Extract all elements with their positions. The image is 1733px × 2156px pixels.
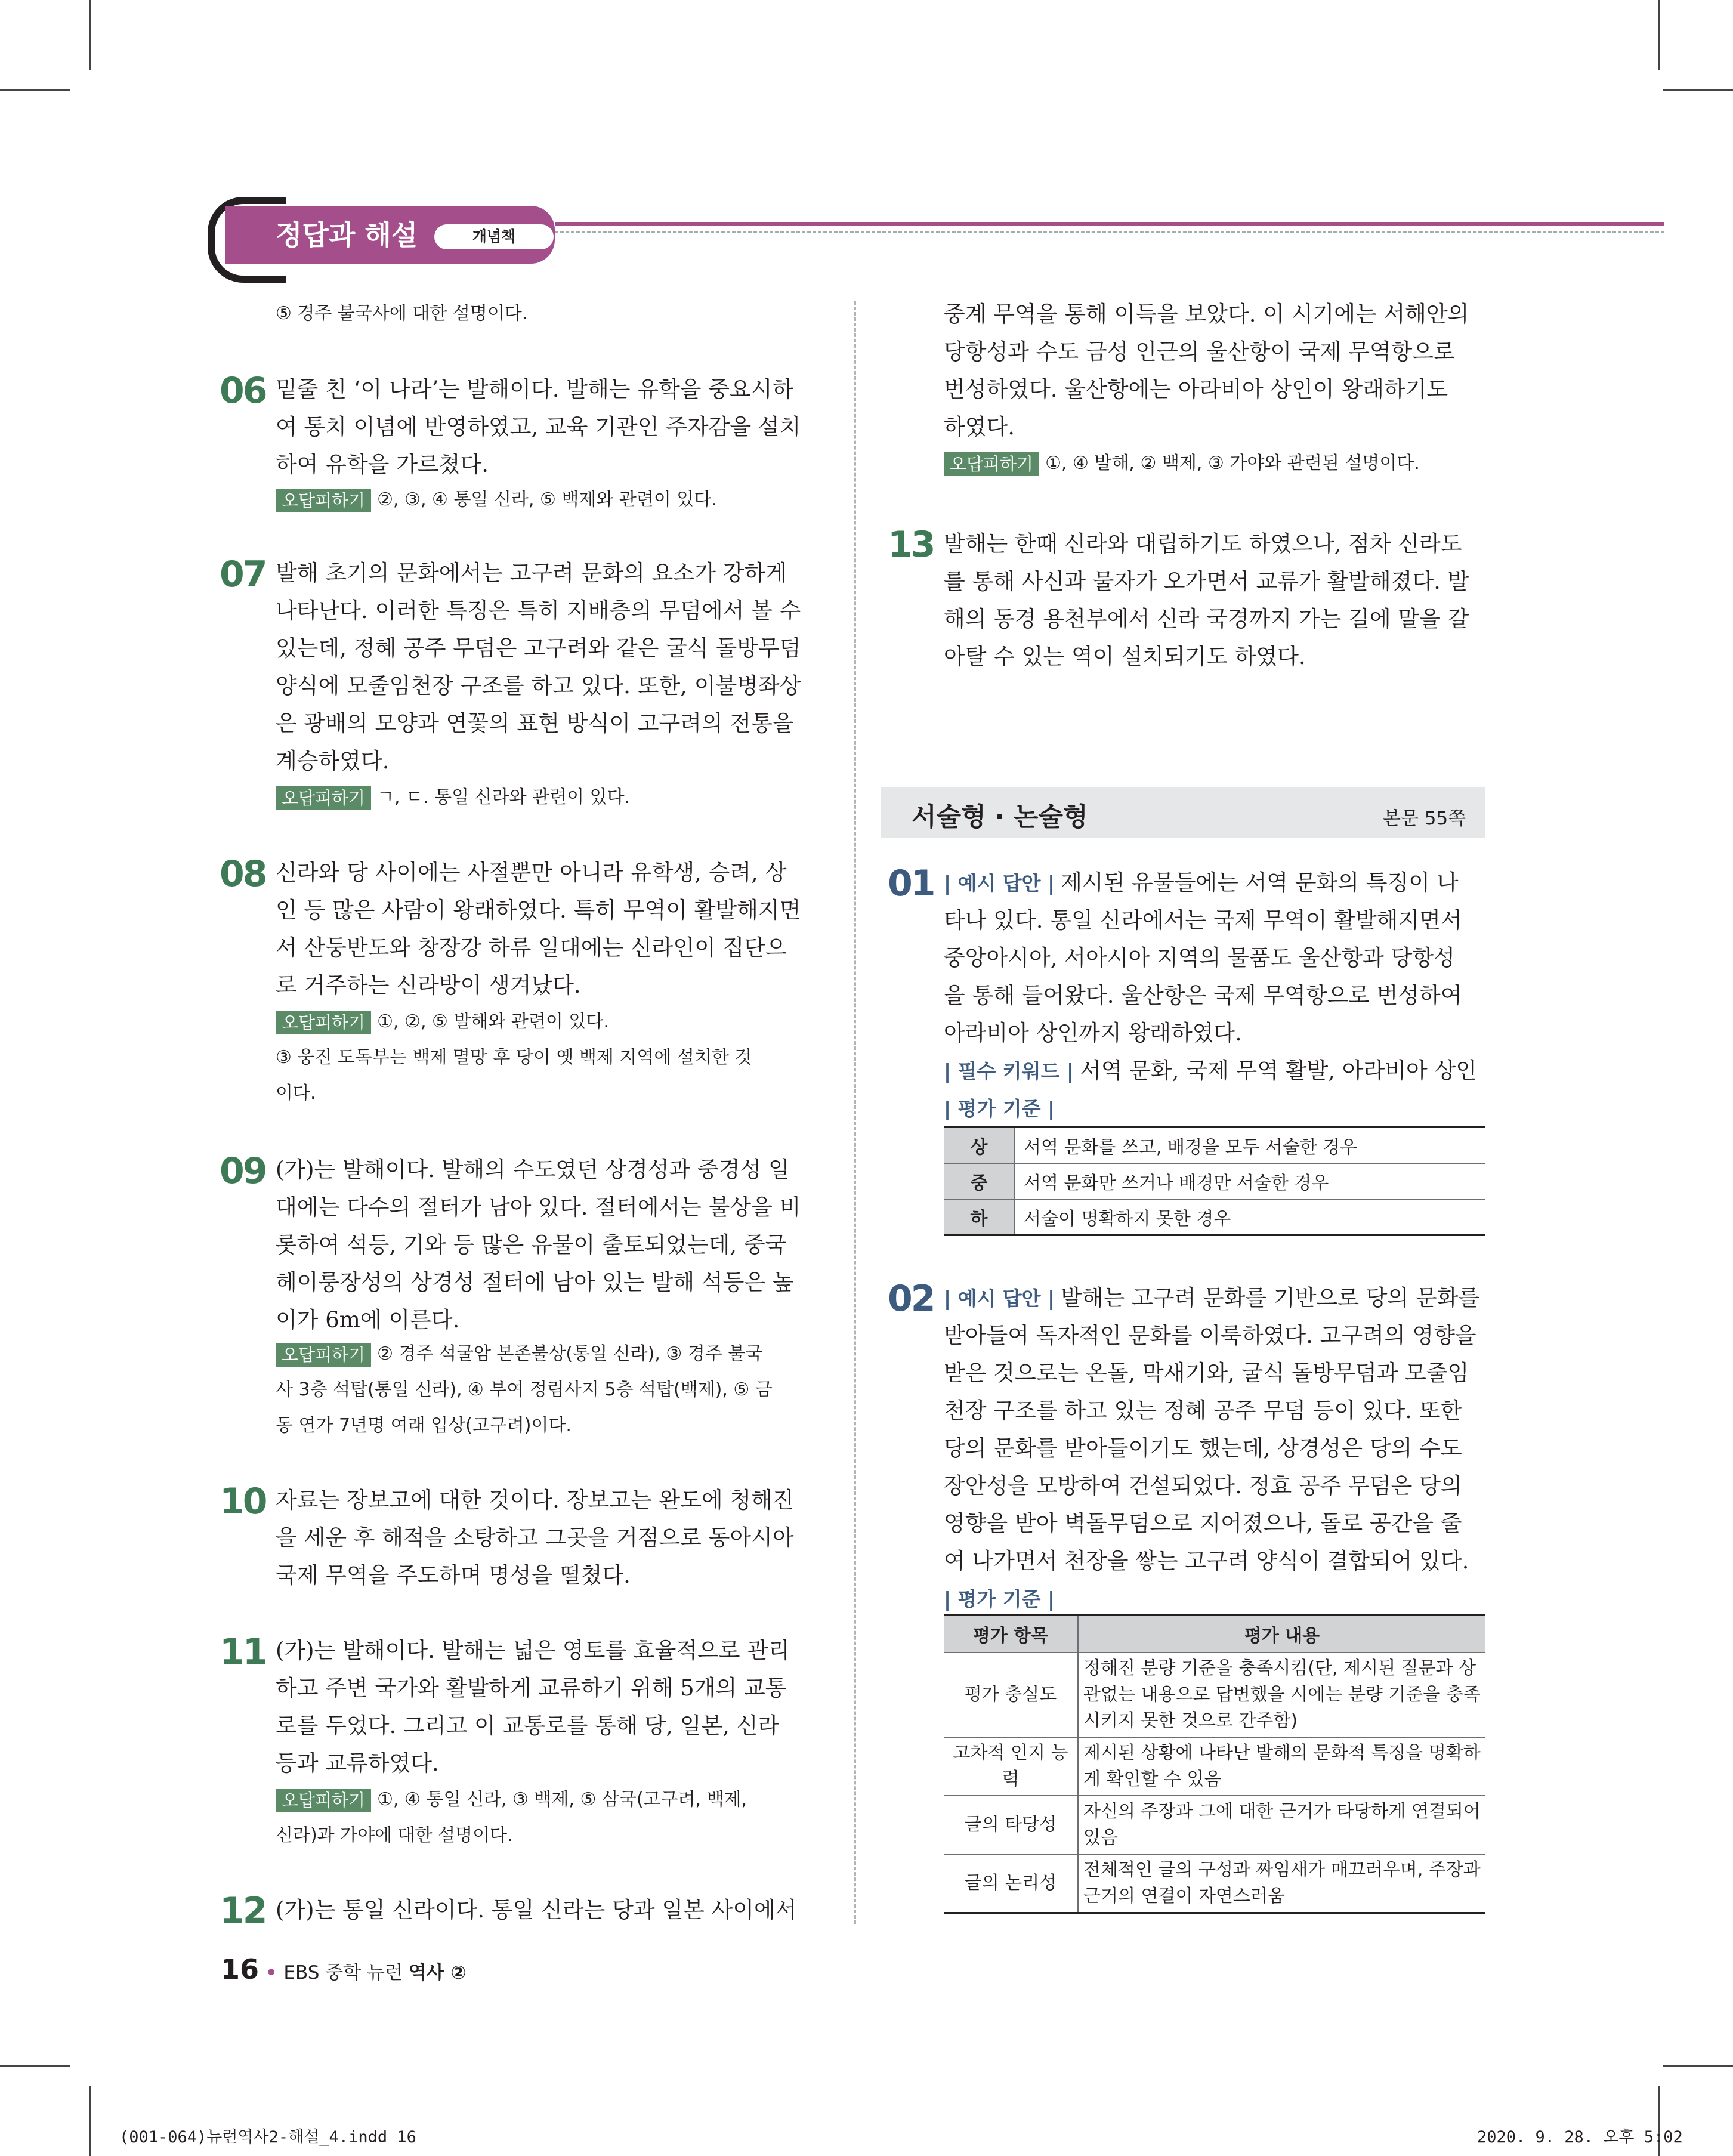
answer-text: 자료는 장보고에 대한 것이다. 장보고는 완도에 청해진 을 세운 후 해적을 소탕하고 그곳을 거점으로 동아시아 국제 무역을 주도하며 명성을 떨쳤다. <box>276 1487 794 1588</box>
evaluation-content: 자신의 주장과 그에 대한 근거가 타당하게 연결되어 있음 <box>1078 1796 1485 1854</box>
keywords: 서역 문화, 국제 무역 활발, 아라비아 상인 <box>1079 1058 1477 1083</box>
answer-text: 밑줄 친 ‘이 나라’는 발해이다. 발해는 유학을 중요시하 여 통치 이념에 반영하였고, 교육 기관인 주자감을 설치 하여 유학을 가르쳤다. <box>276 376 801 477</box>
avoid-tag: 오답피하기 <box>276 1343 371 1367</box>
table-row <box>944 1652 1485 1737</box>
crop-mark <box>0 2065 70 2067</box>
answer-text: 신라와 당 사이에는 사절뿐만 아니라 유학생, 승려, 상 인 등 많은 사람이 왕래하였다. 특히 무역이 활발해지면 서 산둥반도와 창장강 하류 일대에는 신라인이 집단으 로 거주하는 신라방이 생겨났다. <box>276 860 801 998</box>
question-number: 01 <box>888 863 934 904</box>
avoid-tag: 오답피하기 <box>276 786 371 810</box>
criteria-marker: | 평가 기준 | <box>944 1587 1055 1611</box>
answer-text: (가)는 발해이다. 발해는 넓은 영토를 효율적으로 관리 하고 주변 국가와 활발하게 교류하기 위해 5개의 교통 로를 두었다. 그리고 이 교통로를 통해 당, 일본, 신라 등과 교류하였다. <box>276 1638 790 1776</box>
page-footer <box>221 1953 467 1985</box>
crop-mark <box>89 0 91 70</box>
crop-mark <box>0 89 70 91</box>
avoid-tag: 오답피하기 <box>944 452 1039 476</box>
intro-note: ⑤ 경주 불국사에 대한 설명이다. <box>276 303 528 324</box>
column-header: 평가 내용 <box>1078 1616 1485 1653</box>
answer-text: | 예시 답안 | 제시된 유물들에는 서역 문화의 특징이 나 타나 있다. 통일 신라에서는 국제 무역이 활발해지면서 중앙아시아, 서아시아 지역의 물품도 울산항과 당항성 을 통해 들어왔다. 울산항은 국제 무역항으로 번성하여 아라비아 상인까지 왕래하였다. | 필수 키워드 | 서역 문화, 국제 무역 활발, 아라비아 상인 | 평가 기준 | <box>944 870 1477 1120</box>
crop-mark <box>1658 0 1660 70</box>
section-title: 서술형 · 논술형 <box>912 802 1088 832</box>
answer-text: (가)는 통일 신라이다. 통일 신라는 당과 일본 사이에서 <box>276 1897 797 1923</box>
question-number: 08 <box>220 853 266 895</box>
header-title: 정답과 해설 <box>276 219 418 251</box>
avoid-note: 오답피하기 ②, ③, ④ 통일 신라, ⑤ 백제와 관련이 있다. <box>276 482 717 518</box>
section-page-ref: 본문 55쪽 <box>1383 808 1466 829</box>
avoid-note: 오답피하기 ② 경주 석굴암 본존불상(통일 신라), ③ 경주 불국 사 3층 석탑(통일 신라), ④ 부여 정림사지 5층 석탑(백제), ⑤ 금 동 연가 7년명 여래 입상(고구려)이다. <box>276 1343 773 1436</box>
evaluation-content: 전체적인 글의 구성과 짜임새가 매끄러우며, 주장과 근거의 연결이 자연스러움 <box>1078 1854 1485 1913</box>
crop-mark <box>1663 89 1733 91</box>
example-answer-marker: | 예시 답안 | <box>944 872 1055 895</box>
evaluation-table <box>944 1614 1485 1914</box>
question-number: 10 <box>220 1481 266 1522</box>
avoid-note: 오답피하기 ㄱ, ㄷ. 통일 신라와 관련이 있다. <box>276 780 630 816</box>
evaluation-item: 글의 논리성 <box>944 1854 1078 1913</box>
table-row <box>944 1199 1485 1235</box>
table-row <box>944 1163 1485 1199</box>
header-tag: 개념책 <box>434 224 554 249</box>
answer-text: 중계 무역을 통해 이득을 보았다. 이 시기에는 서해안의 당항성과 수도 금성 인근의 울산항이 국제 무역항으로 번성하였다. 울산항에는 아라비아 상인이 왕래하기도 하였다. <box>944 301 1469 440</box>
avoid-note: 오답피하기 ①, ④ 발해, ② 백제, ③ 가야와 관련된 설명이다. <box>944 446 1420 481</box>
evaluation-item: 평가 충실도 <box>944 1652 1078 1737</box>
grade-cell: 하 <box>944 1199 1015 1235</box>
question-number: 12 <box>220 1890 266 1932</box>
criteria-table <box>944 1126 1485 1236</box>
grade-cell: 중 <box>944 1163 1015 1199</box>
question-number: 11 <box>220 1631 266 1673</box>
table-row <box>944 1796 1485 1854</box>
book-title-bold: 역사 ② <box>408 1962 467 1984</box>
table-row <box>944 1854 1485 1913</box>
header-dashed-rule <box>555 231 1664 233</box>
grade-cell: 상 <box>944 1128 1015 1164</box>
page-number: 16 <box>221 1953 260 1985</box>
answer-text: 발해는 한때 신라와 대립하기도 하였으나, 점차 신라도 를 통해 사신과 물자가 오가면서 교류가 활발해졌다. 발 해의 동경 용천부에서 신라 국경까지 가는 길에 말을 갈 아탈 수 있는 역이 설치되기도 하였다. <box>944 531 1469 669</box>
evaluation-item: 고차적 인지 능력 <box>944 1737 1078 1796</box>
avoid-note: 오답피하기 ①, ②, ⑤ 발해와 관련이 있다. ③ 웅진 도독부는 백제 멸망 후 당이 옛 백제 지역에 설치한 것 이다. <box>276 1011 752 1104</box>
evaluation-item: 글의 타당성 <box>944 1796 1078 1854</box>
header-rule <box>555 222 1664 226</box>
avoid-note: 오답피하기 ①, ④ 통일 신라, ③ 백제, ⑤ 삼국(고구려, 백제, 신라)과 가야에 대한 설명이다. <box>276 1789 747 1846</box>
column-divider <box>854 301 856 1924</box>
crop-mark <box>1663 2065 1733 2067</box>
table-header-row <box>944 1616 1485 1653</box>
book-title: EBS 중학 뉴런 <box>283 1962 409 1984</box>
answer-text: | 예시 답안 | 발해는 고구려 문화를 기반으로 당의 문화를 받아들여 독자적인 문화를 이룩하였다. 고구려의 영향을 받은 것으로는 온돌, 막새기와, 굴식 돌방무덤과 모줄임 천장 구조를 하고 있는 정혜 공주 무덤 등이 있다. 또한 당의 문화를 받아들이기도 했는데, 상경성은 당의 수도 장안성을 모방하여 건설되었다. 정효 공주 무덤은 당의 영향을 받아 벽돌무덤으로 지어졌으나, 돌로 공간을 줄 여 나가면서 천장을 쌓는 고구려 양식이 결합되어 있다. | 평가 기준 | <box>944 1285 1480 1611</box>
table-row <box>944 1737 1485 1796</box>
grade-desc: 서술이 명확하지 못한 경우 <box>1015 1199 1485 1235</box>
keyword-marker: | 필수 키워드 | <box>944 1060 1074 1083</box>
question-number: 02 <box>888 1278 934 1320</box>
avoid-tag: 오답피하기 <box>276 1789 371 1812</box>
question-number: 13 <box>888 524 934 566</box>
evaluation-content: 제시된 상황에 나타난 발해의 문화적 특징을 명확하게 확인할 수 있음 <box>1078 1737 1485 1796</box>
answer-text: (가)는 발해이다. 발해의 수도였던 상경성과 중경성 일 대에는 다수의 절터가 남아 있다. 절터에서는 불상을 비 롯하여 석등, 기와 등 많은 유물이 출토되었는데, 중국 헤이룽장성의 상경성 절터에 남아 있는 발해 석등은 높 이가 6m에 이른다. <box>276 1157 801 1333</box>
grade-desc: 서역 문화를 쓰고, 배경을 모두 서술한 경우 <box>1015 1128 1485 1164</box>
table-row <box>944 1128 1485 1164</box>
criteria-marker: | 평가 기준 | <box>944 1097 1055 1120</box>
question-number: 06 <box>220 370 266 412</box>
avoid-tag: 오답피하기 <box>276 1011 371 1034</box>
slug-file: (001-064)뉴런역사2-해설_4.indd 16 <box>119 2128 416 2146</box>
answer-text: 발해 초기의 문화에서는 고구려 문화의 요소가 강하게 나타난다. 이러한 특징은 특히 지배층의 무덤에서 볼 수 있는데, 정혜 공주 무덤은 고구려와 같은 굴식 돌방무덤 양식에 모줄임천장 구조를 하고 있다. 또한, 이불병좌상 은 광배의 모양과 연꽃의 표현 방식이 고구려의 전통을 계승하였다. <box>276 560 801 774</box>
footer-dot: • <box>265 1963 277 1984</box>
question-number: 07 <box>220 554 266 595</box>
slug-date: 2020. 9. 28. 오후 5:02 <box>1477 2128 1683 2146</box>
question-number: 09 <box>220 1150 266 1192</box>
crop-mark <box>89 2086 91 2156</box>
grade-desc: 서역 문화만 쓰거나 배경만 서술한 경우 <box>1015 1163 1485 1199</box>
example-answer-marker: | 예시 답안 | <box>944 1287 1055 1310</box>
evaluation-content: 정해진 분량 기준을 충족시킴(단, 제시된 질문과 상관없는 내용으로 답변했을 시에는 분량 기준을 충족시키지 못한 것으로 간주함) <box>1078 1652 1485 1737</box>
column-header: 평가 항목 <box>944 1616 1078 1653</box>
avoid-tag: 오답피하기 <box>276 489 371 512</box>
